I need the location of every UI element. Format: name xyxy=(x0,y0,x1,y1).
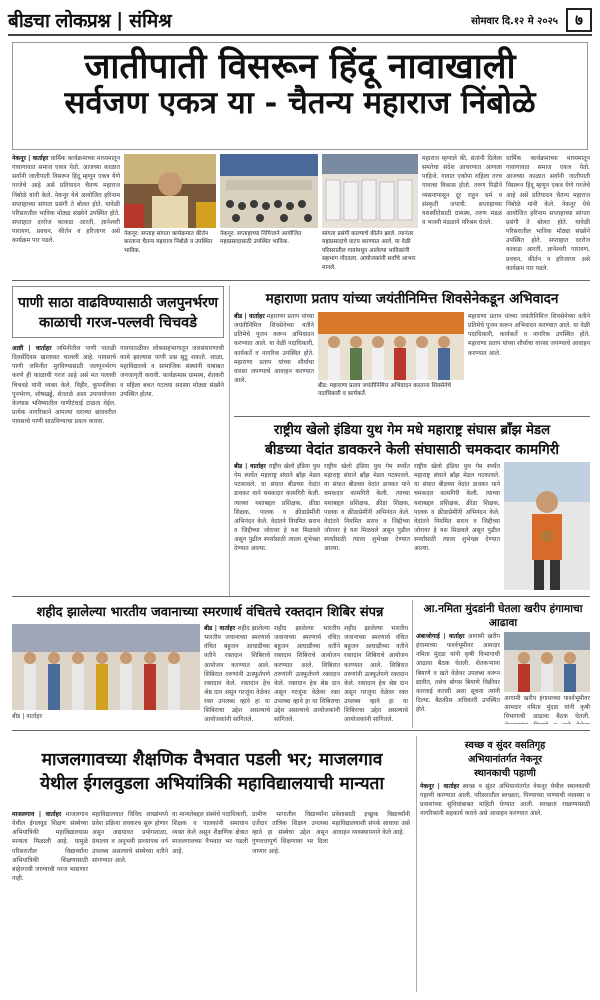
pratap-caption: बीड: महाराणा प्रताप जयंतीनिमित्त अभिवादन करताना शिवसेनेचे पदाधिकारी व कार्यकर्ते. xyxy=(318,383,451,398)
lead-col1-text: धार्मिक कार्यक्रमाच्या माध्यमातून गावागावात समाज एकत्र येतो. आजच्या काळात सर्वांनी जातीपाती विसरून हिंदू म्हणून एकत्र येणे गरजेचे आहे असे प्रतिपादन चैतन्य महाराज निंबोळे यांनी केले. नेकनूर येथे आयोजित हरिनाम सप्ताहाच्या सांगता प्रसंगी ते बोलत होते. यावेळी परिसरातील भाविक मोठ्या संख्येने उपस्थित होते. सप्ताहात दररोज काकडा आरती, ज्ञानेश्वरी पारायण, प्रवचन, कीर्तन व हरिजागर असे कार्यक्रम पार पडले. xyxy=(12,155,120,245)
majalgaon-headline-line1: माजलगावच्या शैक्षणिक वैभवात पडली भर; माजलगाव xyxy=(41,750,383,770)
vrule-3 xyxy=(416,736,417,992)
namita-headline: आ.नमिता मुंदडांनी घेतला खरीप हंगामाचा आढावा xyxy=(423,603,583,629)
water-headline-line2: काळाची गरज-पल्लवी चिचवडे xyxy=(38,313,197,331)
majalgaon-column-5: प्रवेशासाठी इच्छुक विद्यार्थ्यांनी महाविद्यालयाशी संपर्क साधावा असे आवाहन व्यवस्थापनाने केले आहे. xyxy=(332,811,410,837)
majalgaon-dateline: माजलगाव | वार्ताहर xyxy=(12,811,62,818)
blood-headline: शहीद झालेल्या भारतीय जवानाच्या स्मरणार्थ वंचितचे रक्तदान शिबिर संपन्न xyxy=(36,605,384,620)
lead-photo2-caption: नेकनूर: सप्ताहाच्या निमित्ताने आयोजित महाप्रसादासाठी उपस्थित भाविक. xyxy=(220,231,302,246)
masthead-separator: | xyxy=(116,9,124,31)
pratap-dateline: बीड | वार्ताहर xyxy=(234,313,265,320)
lead-headline-line1: जातीपाती विसरून हिंदू नावाखाली xyxy=(84,46,516,87)
lead-column-1 xyxy=(12,154,120,274)
water-column-1 xyxy=(12,344,116,588)
page-number: ७ xyxy=(566,8,592,32)
clean-headline-line1: स्वच्छ व सुंदर वसतिगृह xyxy=(464,740,546,751)
lead-dateline: नेकनूर | वार्ताहर xyxy=(12,155,49,162)
majalgaon-headline-box xyxy=(12,736,412,806)
rule-1 xyxy=(12,280,590,281)
vrule-1 xyxy=(229,286,230,596)
rule-4 xyxy=(12,730,590,731)
khelo-column-1 xyxy=(234,462,320,590)
khelo-headline-line2: बीडच्या वेदांत डावकरने केली संघासाठी चमकदार कामगिरी xyxy=(264,442,560,458)
water-headline-box xyxy=(12,286,224,338)
clean-headline-line3: स्थानकाची पहाणी xyxy=(474,768,536,779)
water-dateline: आष्टी | वार्ताहर xyxy=(12,345,52,352)
namita-dateline: अंबाजोगाई | वार्ताहर xyxy=(416,633,465,640)
blood-column-1 xyxy=(204,624,270,724)
khelo-dateline: बीड | वार्ताहर xyxy=(234,463,266,470)
blood-photo-note: बीड | वार्ताहर xyxy=(12,713,42,720)
blood-col1-text: शहीद झालेल्या भारतीय जवानाच्या स्मरणार्थ वंचित बहुजन आघाडीच्या वतीने रक्तदान शिबिराचे आयोजन करण्यात आले. शिबिरात तरुणांनी उत्स्फूर्तपणे रक्तदान केले. रक्तदान हेच श्रेष्ठ दान असून गरजूंना वेळेवर रक्त उपलब्ध व्हावे हा या शिबिराचा उद्देश असल्याचे आयोजकांनी सांगितले. xyxy=(204,625,270,724)
khelo-column-2: राष्ट्रीय खेलो इंडिया युथ गेम स्पर्धेत महाराष्ट्र संघाने ब्राँझ मेडल पटकावले. या संघात बीडच्या वेदांत डावकर याने चमकदार कामगिरी केली. त्याच्या यशाबद्दल प्रशिक्षक, क्रीडा शिक्षक, पालक व क्रीडाप्रेमींनी अभिनंदन केले. वेदांतने नियमित सराव व जिद्दीच्या जोरावर हे यश मिळवले असून पुढील स्पर्धांसाठी त्याला शुभेच्छा देण्यात आल्या. xyxy=(324,463,410,553)
issue-date: सोमवार दि.१२ मे २०२५ xyxy=(471,16,558,27)
rule-2 xyxy=(234,416,590,417)
blood-photo xyxy=(12,624,200,710)
clean-text xyxy=(420,782,590,990)
clean-headline-line2: अभियानांतर्गत नेकनूर xyxy=(467,754,543,765)
blood-column-3: शहीद झालेल्या भारतीय जवानाच्या स्मरणार्थ वंचित बहुजन आघाडीच्या वतीने रक्तदान शिबिराचे आयोजन करण्यात आले. शिबिरात तरुणांनी उत्स्फूर्तपणे रक्तदान केले. रक्तदान हेच श्रेष्ठ दान असून गरजूंना वेळेवर रक्त उपलब्ध व्हावे हा या शिबिराचा उद्देश असल्याचे आयोजकांनी सांगितले. xyxy=(344,625,408,724)
rule-3 xyxy=(12,596,590,597)
water-col1-text: जमिनीतील पाणी पातळी दिवसेंदिवस खालावत चालली आहे. पावसाचे पाणी जमिनीत मुरविण्यासाठी जलपुनर्भरण करणे ही काळाची गरज आहे असे मत पल्लवी चिचवडे यांनी व्यक्त केले. विहीर, कूपनलिका पुनर्भरण, शोषखड्डे, शेततळे अशा उपाययोजना केल्यास भविष्यातील पाणीटंचाई टाळता येईल. प्रत्येक नागरिकाने आपल्या घराच्या छतावरील पावसाचे पाणी साठविण्याचा प्रयत्न करावा. xyxy=(12,345,116,426)
pratap-headline: महाराणा प्रताप यांच्या जयंतीनिमित्त शिवसेनेकडून अभिवादन xyxy=(265,291,559,307)
majalgaon-column-2: महाविद्यालयात विविध शाखांमध्ये प्रवेश प्रक्रिया लवकरच सुरू होणार असून अद्ययावत प्रयोगशाळा, ग्रंथालय व अनुभवी प्राध्यापक वर्ग उपलब्ध असल्याचे संस्थेच्या वतीने सांगण्यात आले. xyxy=(92,811,168,864)
water-headline-line1: पाणी साठा वाढविण्यासाठी जलपुनर्भरण xyxy=(17,294,219,311)
lead-photo-3 xyxy=(322,154,418,228)
majalgaon-col1-text: माजलगाव येथील ईगलवुड शिक्षण संस्थेच्या अभियांत्रिकी महाविद्यालयास मान्यता मिळाली आहे. यामुळे परिसरातील विद्यार्थ्यांना अभियांत्रिकी शिक्षणासाठी बाहेरगावी जाण्याची गरज भासणार नाही. xyxy=(12,811,88,882)
majalgaon-headline-line2: येथील ईगलवुडला अभियांत्रिकी महाविद्यालयाची मान्यता xyxy=(40,774,384,794)
blood-dateline: बीड | वार्ताहर xyxy=(204,625,236,632)
newspaper-name: बीडचा लोकप्रश्न xyxy=(8,10,111,32)
lead-photo1-caption: नेकनूर: सप्ताह सांगता कार्यक्रमात कीर्तन करताना चैतन्य महाराज निंबोळे व उपस्थित भाविक. xyxy=(124,231,213,254)
blood-column-2: शहीद झालेल्या भारतीय जवानाच्या स्मरणार्थ वंचित बहुजन आघाडीच्या वतीने रक्तदान शिबिराचे आयोजन करण्यात आले. शिबिरात तरुणांनी उत्स्फूर्तपणे रक्तदान केले. रक्तदान हेच श्रेष्ठ दान असून गरजूंना वेळेवर रक्त उपलब्ध व्हावे हा या शिबिराचा उद्देश असल्याचे आयोजकांनी सांगितले. xyxy=(274,625,340,724)
clean-dateline: नेकनूर | वार्ताहर xyxy=(420,783,460,790)
clean-text-body: स्वच्छ व सुंदर अभियानांतर्गत नेकनूर येथील स्थानकाची पहाणी करण्यात आली. परिसरातील स्वच्छता, पिण्याच्या पाण्याची व्यवस्था व प्रवाशांच्या सुविधांबाबत माहिती घेण्यात आली. स्वच्छता राखण्यासाठी नागरिकांनी सहकार्य करावे असे आवाहन करण्यात आले. xyxy=(420,783,590,818)
pratap-text-body: महाराणा प्रताप यांच्या जयंतीनिमित्त शिवसेनेच्या वतीने प्रतिमेचे पूजन करून अभिवादन करण्यात आले. या वेळी पदाधिकारी, कार्यकर्ते व नागरिक उपस्थित होते. महाराणा प्रताप यांच्या शौर्याचा वारसा जपण्याचे आवाहन करण्यात आले. xyxy=(234,313,314,384)
majalgaon-column-3: या मान्यतेबद्दल संस्थेचे पदाधिकारी, शिक्षक व पालकांनी समाधान व्यक्त केले असून शैक्षणिक क्षेत्रात माजलगावच्या वैभवात भर पडली आहे. xyxy=(172,811,248,855)
namita-column-1 xyxy=(416,632,500,724)
khelo-headline-line1: राष्ट्रीय खेलो इंडिया युथ गेम मधे महाराष्ट्र संघास ब्राँझ मेडल xyxy=(273,423,551,438)
pratap-text-2: महाराणा प्रताप यांच्या जयंतीनिमित्त शिवसेनेच्या वतीने प्रतिमेचे पूजन करून अभिवादन करण्यात आले. या वेळी पदाधिकारी, कार्यकर्ते व नागरिक उपस्थित होते. महाराणा प्रताप यांच्या शौर्याचा वारसा जपण्याचे आवाहन करण्यात आले. xyxy=(468,313,590,357)
lead-column-2: महाराज म्हणाले की, संतांनी दिलेला समतेचा संदेश आचरणात आणला पाहिजे. गावात एकोपा राहिला तरच गावाचा विकास होतो. तरुण पिढीने व्यसनापासून दूर राहून धर्म व संस्कृती जपावी. सप्ताहाच्या यशस्वीतेसाठी ग्रामस्थ, तरुण मंडळ व भजनी मंडळाने परिश्रम घेतले. xyxy=(422,155,502,226)
masthead xyxy=(8,6,592,36)
section-title: संमिश्र xyxy=(129,10,172,32)
lead-photo-1 xyxy=(124,154,216,228)
majalgaon-column-1 xyxy=(12,810,88,990)
namita-photo xyxy=(504,632,590,692)
lead-column-3: धार्मिक कार्यक्रमाच्या माध्यमातून गावागावात समाज एकत्र येतो. आजच्या काळात सर्वांनी जातीपाती विसरून हिंदू म्हणून एकत्र येणे गरजेचे आहे असे प्रतिपादन चैतन्य महाराज निंबोळे यांनी केले. नेकनूर येथे आयोजित हरिनाम सप्ताहाच्या सांगता प्रसंगी ते बोलत होते. यावेळी परिसरातील भाविक मोठ्या संख्येने उपस्थित होते. सप्ताहात दररोज काकडा आरती, ज्ञानेश्वरी पारायण, प्रवचन, कीर्तन व हरिजागर असे कार्यक्रम पार पडले. xyxy=(506,155,590,272)
khelo-column-3: राष्ट्रीय खेलो इंडिया युथ गेम स्पर्धेत महाराष्ट्र संघाने ब्राँझ मेडल पटकावले. या संघात बीडच्या वेदांत डावकर याने चमकदार कामगिरी केली. त्याच्या यशाबद्दल प्रशिक्षक, क्रीडा शिक्षक, पालक व क्रीडाप्रेमींनी अभिनंदन केले. वेदांतने नियमित सराव व जिद्दीच्या जोरावर हे यश मिळवले असून पुढील स्पर्धांसाठी त्याला शुभेच्छा देण्यात आल्या. xyxy=(414,463,500,553)
namita-col1-text: आगामी खरीप हंगामाच्या पार्श्वभूमीवर आमदार नमिता मुंदडा यांनी कृषी विभागाची आढावा बैठक घेतली. शेतकऱ्यांना बियाणे व खते वेळेवर उपलब्ध करून द्यावीत, तसेच बोगस बियाणे विक्रीवर कारवाई करावी अशा सूचना त्यांनी दिल्या. बैठकीस अधिकारी उपस्थित होते. xyxy=(416,633,500,714)
lead-photo3-caption: सांगता प्रसंगी काल्याचे कीर्तन झाले. त्यानंतर महाप्रसादाचे वाटप करण्यात आले. या वेळी परिसरातील गावांमधून आलेल्या भाविकांनी सहभाग नोंदवला. आयोजकांनी सर्वांचे आभार मानले. xyxy=(322,231,416,271)
pratap-text xyxy=(234,312,314,412)
namita-column-2: आगामी खरीप हंगामाच्या पार्श्वभूमीवर आमदार नमिता मुंदडा यांनी कृषी विभागाची आढावा बैठक घेतली. xyxy=(504,695,590,721)
majalgaon-column-4: ग्रामीण भागातील विद्यार्थ्यांना दर्जेदार तांत्रिक शिक्षण उपलब्ध व्हावे हा संस्थेचा उद्देश असून गुणवत्तापूर्ण शिक्षणावर भर दिला जाणार आहे. xyxy=(252,811,328,855)
pratap-photo xyxy=(318,312,464,380)
vrule-2 xyxy=(412,600,413,728)
khelo-col1-text: राष्ट्रीय खेलो इंडिया युथ गेम स्पर्धेत महाराष्ट्र संघाने ब्राँझ मेडल पटकावले. या संघात बीडच्या वेदांत डावकर याने चमकदार कामगिरी केली. त्याच्या यशाबद्दल प्रशिक्षक, क्रीडा शिक्षक, पालक व क्रीडाप्रेमींनी अभिनंदन केले. वेदांतने नियमित सराव व जिद्दीच्या जोरावर हे यश मिळवले असून पुढील स्पर्धांसाठी त्याला शुभेच्छा देण्यात आल्या. xyxy=(234,463,320,553)
lead-photo-2 xyxy=(220,154,318,228)
khelo-photo xyxy=(504,462,590,590)
lead-headline-line2: सर्वजण एकत्र या - चैतन्य महाराज निंबोळे xyxy=(64,85,536,122)
water-column-2: गावपातळीवर लोकसहभागातून जलसंधारणाची कामे झाल्यास पाणी प्रश्न सुटू शकतो. शाळा, महाविद्यालये व सामाजिक संस्थांनी याबाबत जनजागृती करावी. कार्यक्रमास ग्रामस्थ, शेतकरी व महिला बचत गटाच्या सदस्या मोठ्या संख्येने उपस्थित होत्या. xyxy=(120,345,224,398)
lead-headline-box xyxy=(12,42,588,150)
